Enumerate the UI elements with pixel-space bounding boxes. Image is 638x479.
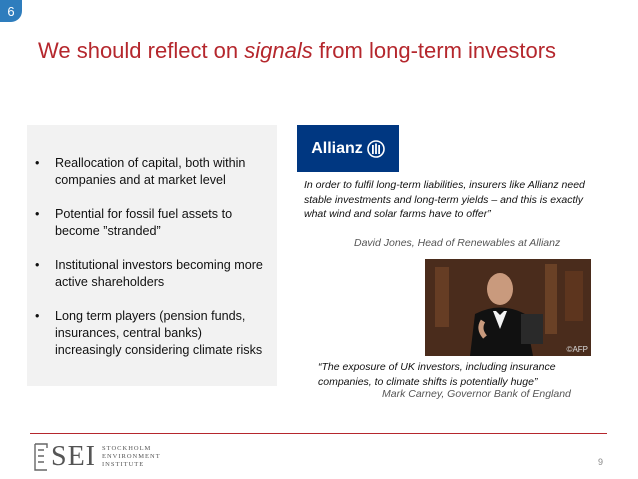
allianz-logo	[297, 125, 399, 172]
slide-number-badge: 6	[0, 0, 22, 22]
title-text-start: We should reflect on	[38, 38, 245, 63]
sei-logo-letters: SEI	[51, 441, 96, 472]
sei-logo-words: STOCKHOLM ENVIRONMENT INSTITUTE	[102, 445, 161, 468]
carney-quote-attribution: Mark Carney, Governor Bank of England	[382, 388, 571, 400]
bullet-item: • Potential for fossil fuel assets to become ”stranded”	[35, 207, 233, 238]
sei-logo	[33, 440, 193, 474]
footer-divider	[30, 433, 607, 434]
bullet-item: • Reallocation of capital, both within companies and at market level	[35, 156, 246, 187]
photo-credit: ©AFP	[566, 345, 588, 354]
bullet-item: • Long term players (pension funds, insurances, central banks) increasingly considering climate risks	[35, 309, 263, 357]
slide-title	[38, 38, 618, 64]
allianz-logo-text: Allianz	[311, 139, 363, 157]
carney-quote: “The exposure of UK investors, including insurance companies, to climate shifts is potentially huge”	[318, 361, 556, 388]
speaker-photo	[425, 259, 591, 356]
allianz-eagle-icon	[367, 140, 385, 158]
title-emphasis: signals	[244, 38, 313, 63]
page-number: 9	[598, 457, 604, 467]
speaker-photo-illustration	[425, 259, 591, 356]
title-text-end: from long-term investors	[312, 38, 557, 63]
allianz-quote: In order to fulfil long-term liabilities, insurers like Allianz need stable investments and long-term yields – and this is exactly what wind and solar farms have to offer”	[304, 179, 585, 220]
bullet-panel	[27, 125, 277, 386]
bullet-item: • Institutional investors becoming more active shareholders	[35, 258, 263, 289]
allianz-quote-attribution: David Jones, Head of Renewables at Allianz	[354, 237, 561, 249]
sei-emblem-icon	[33, 442, 49, 472]
